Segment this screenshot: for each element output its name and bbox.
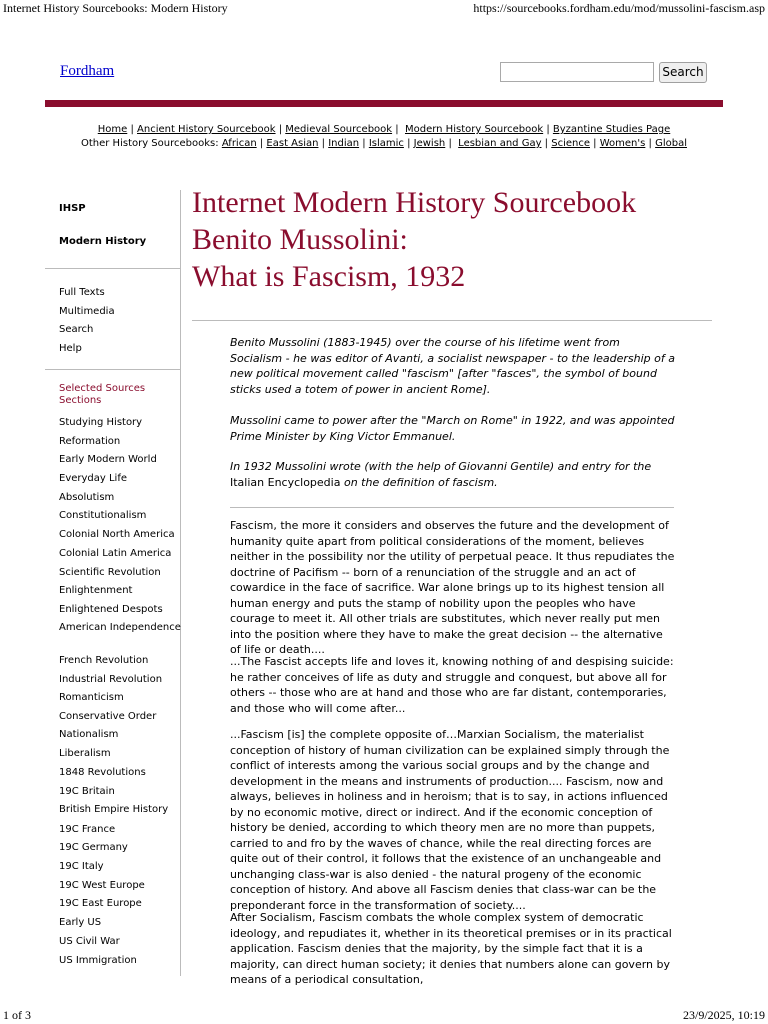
nav-womens-link[interactable]: Women's xyxy=(599,138,646,149)
sidebar-item[interactable]: Constitutionalism xyxy=(59,510,147,521)
print-footer-datetime: 23/9/2025, 10:19 xyxy=(682,1008,765,1022)
body-paragraph-1: Fascism, the more it considers and observes the future and the development of humanity quite apart from political considerations of the moment, believes neither in the possibility nor the utility of perpetual peace. It thus repudiates the doctrine of Pacifism -- born of a renunciation of the struggle and an act of cowardice in the face of sacrifice. War alone brings up to its highest tension all human energy and puts the stamp of nobility upon the peoples who have courage to meet it. All other trials are substitutes, which never really put men into the position where they have to make the great decision -- the alternative of life or death.... xyxy=(230,519,675,656)
top-navigation xyxy=(0,123,768,151)
nav-science-link[interactable]: Science xyxy=(551,138,590,149)
nav-byzantine-link[interactable]: Byzantine Studies Page xyxy=(552,124,671,135)
intro-p3-a: In 1932 Mussolini wrote (with the help of Giovanni Gentile) and entry for the xyxy=(230,460,652,473)
sidebar-ihsp-link[interactable]: IHSP xyxy=(59,203,86,214)
nav-east-asian-link[interactable]: East Asian xyxy=(266,138,319,149)
intro-paragraph-3 xyxy=(230,459,675,490)
sidebar-item[interactable]: US Civil War xyxy=(59,936,120,947)
page-title-line-2: Benito Mussolini: xyxy=(192,223,408,256)
sidebar-item[interactable]: Industrial Revolution xyxy=(59,674,163,685)
search-button[interactable]: Search xyxy=(659,62,707,83)
sidebar-item[interactable]: Colonial North America xyxy=(59,529,175,540)
print-footer xyxy=(0,1008,768,1024)
nav-african-link[interactable]: African xyxy=(221,138,257,149)
nav-lgbt-link[interactable]: Lesbian and Gay xyxy=(458,138,542,149)
topnav-row-2: Other History Sourcebooks: African | East Asian | Indian | Islamic | Jewish | Lesbian and Gay | Science | Women's | Global xyxy=(80,138,687,149)
sidebar-item[interactable]: 19C Britain xyxy=(59,786,115,797)
fordham-logo-link[interactable]: Fordham xyxy=(60,63,115,79)
body-paragraph-2: ...The Fascist accepts life and loves it, knowing nothing of and despising suicide: he rather conceives of life as duty and struggle and conquest, but above all for others -- those who are at hand and those who are far distant, contemporaries, and those who will come after... xyxy=(230,655,674,715)
nav-islamic-link[interactable]: Islamic xyxy=(368,138,404,149)
sidebar-item[interactable]: Everyday Life xyxy=(59,473,128,484)
sidebar-full-texts-link[interactable]: Full Texts xyxy=(59,287,105,298)
sidebar-item[interactable]: Enlightenment xyxy=(59,585,133,596)
sidebar-section-title: Selected Sources Sections xyxy=(59,383,146,406)
sidebar-help-link[interactable]: Help xyxy=(59,343,82,354)
sidebar-item[interactable]: American Independence xyxy=(59,622,181,633)
header-rule xyxy=(45,100,723,107)
sidebar-item[interactable]: 19C West Europe xyxy=(59,880,145,891)
body-paragraph-4: After Socialism, Fascism combats the whole complex system of democratic ideology, and repudiates it, whether in its theoretical premises or in its practical application. Fascism denies that the majority, by the simple fact that it is a majority, can direct human society; it denies that numbers alone can govern by means of a periodical consultation, xyxy=(230,911,672,986)
title-divider xyxy=(192,320,712,321)
topnav-row-1: Home | Ancient History Sourcebook | Medieval Sourcebook | Modern History Sourcebook | Byzantine Studies Page xyxy=(97,124,671,135)
sidebar xyxy=(45,190,181,976)
page-title-line-1: Internet Modern History Sourcebook xyxy=(192,186,637,219)
nav-jewish-link[interactable]: Jewish xyxy=(413,138,446,149)
sidebar-item[interactable]: Scientific Revolution xyxy=(59,567,161,578)
nav-home-link[interactable]: Home xyxy=(97,124,128,135)
nav-global-link[interactable]: Global xyxy=(655,138,687,149)
sidebar-item[interactable]: Liberalism xyxy=(59,748,111,759)
sidebar-item[interactable]: 19C East Europe xyxy=(59,898,142,909)
body-paragraph-3: ...Fascism [is] the complete opposite of…Marxian Socialism, the materialist conception of history of human civilization can be explained simply through the conflict of interests among the various social groups and by the change and development in the means and instruments of production.... Fascism, now and always, believes in holiness and in heroism; that is to say, in actions influenced by no economic motive, direct or indirect. And if the economic conception of history be denied, according to which theory men are no more than puppets, carried to and fro by the waves of chance, while the real directing forces are quite out of their control, it follows that the existence of an unchangeable and unchanging class-war is also denied - the natural progeny of the economic conception of history. And above all Fascism denies that class-war can be the preponderant force in the transformation of society.... xyxy=(230,728,670,912)
sidebar-item[interactable]: US Immigration xyxy=(59,955,137,966)
sidebar-item[interactable]: Enlightened Despots xyxy=(59,604,163,615)
sidebar-modern-history-link[interactable]: Modern History xyxy=(59,236,147,247)
sidebar-item[interactable]: Nationalism xyxy=(59,729,119,740)
sidebar-item[interactable]: 19C Germany xyxy=(59,842,128,853)
other-sourcebooks-label: Other History Sourcebooks: xyxy=(80,138,219,149)
sidebar-divider xyxy=(45,369,180,370)
print-header-url: https://sourcebooks.fordham.edu/mod/mussolini-fascism.asp xyxy=(473,1,765,15)
intro-paragraph-2: Mussolini came to power after the "March on Rome" in 1922, and was appointed Prime Minister by King Victor Emmanuel. xyxy=(230,414,675,443)
sidebar-multimedia-link[interactable]: Multimedia xyxy=(59,306,115,317)
intro-paragraph-1: Benito Mussolini (1883-1945) over the course of his lifetime went from Socialism - he was editor of Avanti, a socialist newspaper - to the leadership of a new political movement called "fascism" [after "fasces", the symbol of bound sticks used a totem of power in ancient Rome]. xyxy=(230,336,675,396)
sidebar-divider xyxy=(45,268,180,269)
sidebar-item[interactable]: Absolutism xyxy=(59,492,115,503)
nav-modern-link[interactable]: Modern History Sourcebook xyxy=(404,124,544,135)
intro-p3-c: on the definition of fascism. xyxy=(340,475,498,489)
sidebar-item[interactable]: Colonial Latin America xyxy=(59,548,172,559)
sidebar-item[interactable]: French Revolution xyxy=(59,655,149,666)
sidebar-item[interactable]: Studying History xyxy=(59,417,143,428)
sidebar-item[interactable]: Early Modern World xyxy=(59,454,157,465)
nav-medieval-link[interactable]: Medieval Sourcebook xyxy=(285,124,393,135)
print-footer-page: 1 of 3 xyxy=(3,1008,31,1022)
sidebar-item[interactable]: Early US xyxy=(59,917,102,928)
sidebar-item[interactable]: 1848 Revolutions xyxy=(59,767,146,778)
sidebar-item[interactable]: Romanticism xyxy=(59,692,124,703)
nav-ancient-link[interactable]: Ancient History Sourcebook xyxy=(137,124,276,135)
print-header-title: Internet History Sourcebooks: Modern History xyxy=(3,1,228,15)
sidebar-item[interactable]: Reformation xyxy=(59,436,121,447)
sidebar-item[interactable]: British Empire History xyxy=(59,804,169,815)
sidebar-item[interactable]: Conservative Order xyxy=(59,711,157,722)
page-title-line-3: What is Fascism, 1932 xyxy=(192,260,466,293)
print-header xyxy=(0,0,768,16)
page-title xyxy=(192,184,636,295)
nav-indian-link[interactable]: Indian xyxy=(328,138,360,149)
intro-p3-encyclopedia: Italian Encyclopedia xyxy=(230,475,341,489)
sidebar-search-link[interactable]: Search xyxy=(59,324,94,335)
sidebar-item[interactable]: 19C France xyxy=(59,824,116,835)
search-input[interactable] xyxy=(500,62,654,82)
sidebar-item[interactable]: 19C Italy xyxy=(59,861,104,872)
intro-divider xyxy=(230,507,674,508)
